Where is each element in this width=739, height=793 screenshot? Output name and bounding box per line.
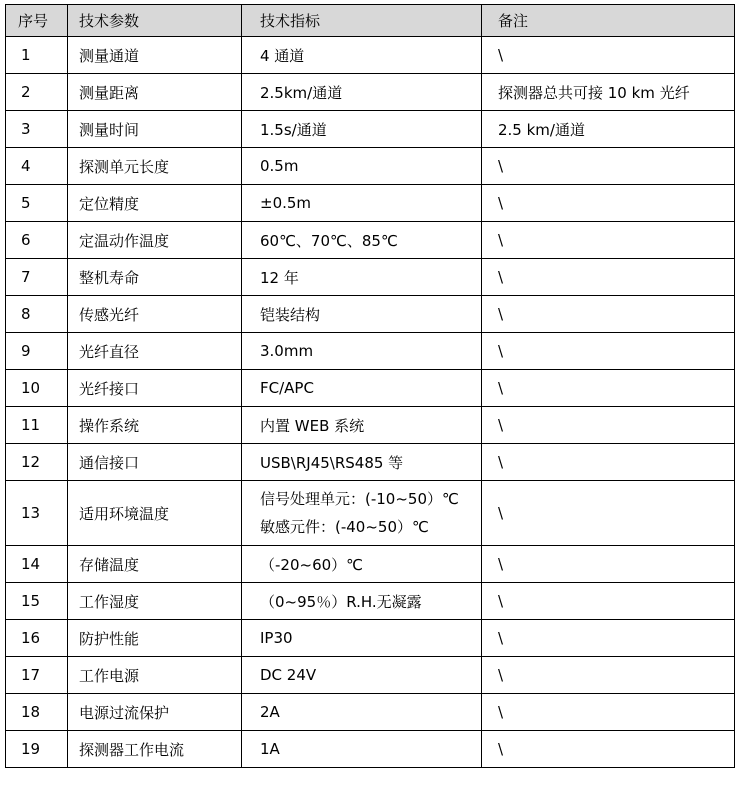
row-number: 19 [6, 731, 68, 768]
remark: \ [482, 222, 735, 259]
row-number: 13 [6, 481, 68, 546]
spec-value-line: ±0.5m [260, 194, 312, 212]
table-row [6, 37, 735, 74]
remark: \ [482, 694, 735, 731]
spec-value [242, 185, 482, 222]
parameter-name: 传感光纤 [68, 296, 242, 333]
parameter-name: 探测单元长度 [68, 148, 242, 185]
spec-value-line: 12 年 [260, 268, 299, 287]
parameter-name: 光纤接口 [68, 370, 242, 407]
parameter-name: 工作湿度 [68, 583, 242, 620]
table-row [6, 333, 735, 370]
spec-value [242, 259, 482, 296]
table-row [6, 370, 735, 407]
table-row [6, 583, 735, 620]
remark: \ [482, 583, 735, 620]
spec-value [242, 370, 482, 407]
parameter-name: 测量通道 [68, 37, 242, 74]
parameter-name: 测量距离 [68, 74, 242, 111]
spec-value [242, 657, 482, 694]
header-spec: 技术指标 [242, 5, 482, 37]
row-number: 7 [6, 259, 68, 296]
header-row [6, 5, 735, 37]
spec-value [242, 37, 482, 74]
spec-value [242, 731, 482, 768]
spec-value-line: （0~95％）R.H.无凝露 [260, 592, 422, 611]
parameter-name: 操作系统 [68, 407, 242, 444]
spec-value-line: DC 24V [260, 666, 317, 684]
spec-value-line: 2A [260, 703, 280, 721]
row-number: 2 [6, 74, 68, 111]
remark: \ [482, 481, 735, 546]
spec-value-line: （-20~60）℃ [260, 555, 364, 574]
table-row [6, 74, 735, 111]
remark: \ [482, 296, 735, 333]
table-row [6, 694, 735, 731]
row-number: 11 [6, 407, 68, 444]
spec-value [242, 111, 482, 148]
spec-value-line: 60℃、70℃、85℃ [260, 231, 398, 250]
remark: \ [482, 333, 735, 370]
remark: \ [482, 185, 735, 222]
remark: \ [482, 259, 735, 296]
row-number: 1 [6, 37, 68, 74]
header-no: 序号 [6, 5, 68, 37]
table-row [6, 407, 735, 444]
row-number: 9 [6, 333, 68, 370]
spec-value [242, 694, 482, 731]
row-number: 8 [6, 296, 68, 333]
remark: \ [482, 657, 735, 694]
parameter-name: 定位精度 [68, 185, 242, 222]
header-parameter: 技术参数 [68, 5, 242, 37]
table-row [6, 148, 735, 185]
row-number: 15 [6, 583, 68, 620]
row-number: 10 [6, 370, 68, 407]
spec-value-line: USB\RJ45\RS485 等 [260, 453, 404, 472]
parameter-name: 测量时间 [68, 111, 242, 148]
table-row [6, 185, 735, 222]
row-number: 17 [6, 657, 68, 694]
spec-value [242, 481, 482, 546]
parameter-name: 通信接口 [68, 444, 242, 481]
row-number: 14 [6, 546, 68, 583]
parameter-name: 定温动作温度 [68, 222, 242, 259]
parameter-name: 整机寿命 [68, 259, 242, 296]
spec-value [242, 74, 482, 111]
remark: \ [482, 731, 735, 768]
row-number: 12 [6, 444, 68, 481]
parameter-name: 存储温度 [68, 546, 242, 583]
parameter-name: 探测器工作电流 [68, 731, 242, 768]
spec-value-line: 4 通道 [260, 46, 305, 65]
table-row [6, 481, 735, 546]
table-row [6, 731, 735, 768]
parameter-name: 适用环境温度 [68, 481, 242, 546]
parameter-name: 工作电源 [68, 657, 242, 694]
spec-value-line: 1A [260, 740, 280, 758]
table-row [6, 444, 735, 481]
remark: \ [482, 370, 735, 407]
spec-value-line: 信号处理单元：(-10~50）℃ [260, 490, 459, 508]
spec-value [242, 296, 482, 333]
row-number: 18 [6, 694, 68, 731]
remark: 2.5 km/通道 [482, 111, 735, 148]
spec-value [242, 444, 482, 481]
remark: \ [482, 620, 735, 657]
table-body [6, 37, 735, 768]
row-number: 6 [6, 222, 68, 259]
remark: \ [482, 37, 735, 74]
remark: \ [482, 444, 735, 481]
table-row [6, 546, 735, 583]
table-row [6, 259, 735, 296]
remark: \ [482, 148, 735, 185]
table-row [6, 111, 735, 148]
spec-value-line: 内置 WEB 系统 [260, 416, 365, 435]
row-number: 3 [6, 111, 68, 148]
header-remark: 备注 [482, 5, 735, 37]
row-number: 16 [6, 620, 68, 657]
table-header [6, 5, 735, 37]
table-row [6, 620, 735, 657]
parameter-name: 光纤直径 [68, 333, 242, 370]
spec-value [242, 407, 482, 444]
row-number: 4 [6, 148, 68, 185]
spec-value-line: 敏感元件：(-40~50）℃ [260, 518, 429, 536]
spec-value-line: 3.0mm [260, 342, 314, 360]
spec-value-line: 2.5km/通道 [260, 83, 343, 102]
spec-value [242, 583, 482, 620]
remark: \ [482, 546, 735, 583]
spec-table [5, 4, 735, 768]
spec-value-line: 0.5m [260, 157, 299, 175]
spec-value [242, 222, 482, 259]
spec-value [242, 620, 482, 657]
remark: \ [482, 407, 735, 444]
parameter-name: 电源过流保护 [68, 694, 242, 731]
spec-value-line: 1.5s/通道 [260, 120, 327, 139]
spec-value [242, 333, 482, 370]
spec-value-line: IP30 [260, 629, 293, 647]
spec-value-line: 铠装结构 [260, 305, 321, 324]
parameter-name: 防护性能 [68, 620, 242, 657]
table-row [6, 296, 735, 333]
spec-value [242, 148, 482, 185]
spec-value [242, 546, 482, 583]
table-row [6, 222, 735, 259]
spec-value-line: FC/APC [260, 379, 314, 397]
remark: 探测器总共可接 10 km 光纤 [482, 74, 735, 111]
row-number: 5 [6, 185, 68, 222]
table-row [6, 657, 735, 694]
